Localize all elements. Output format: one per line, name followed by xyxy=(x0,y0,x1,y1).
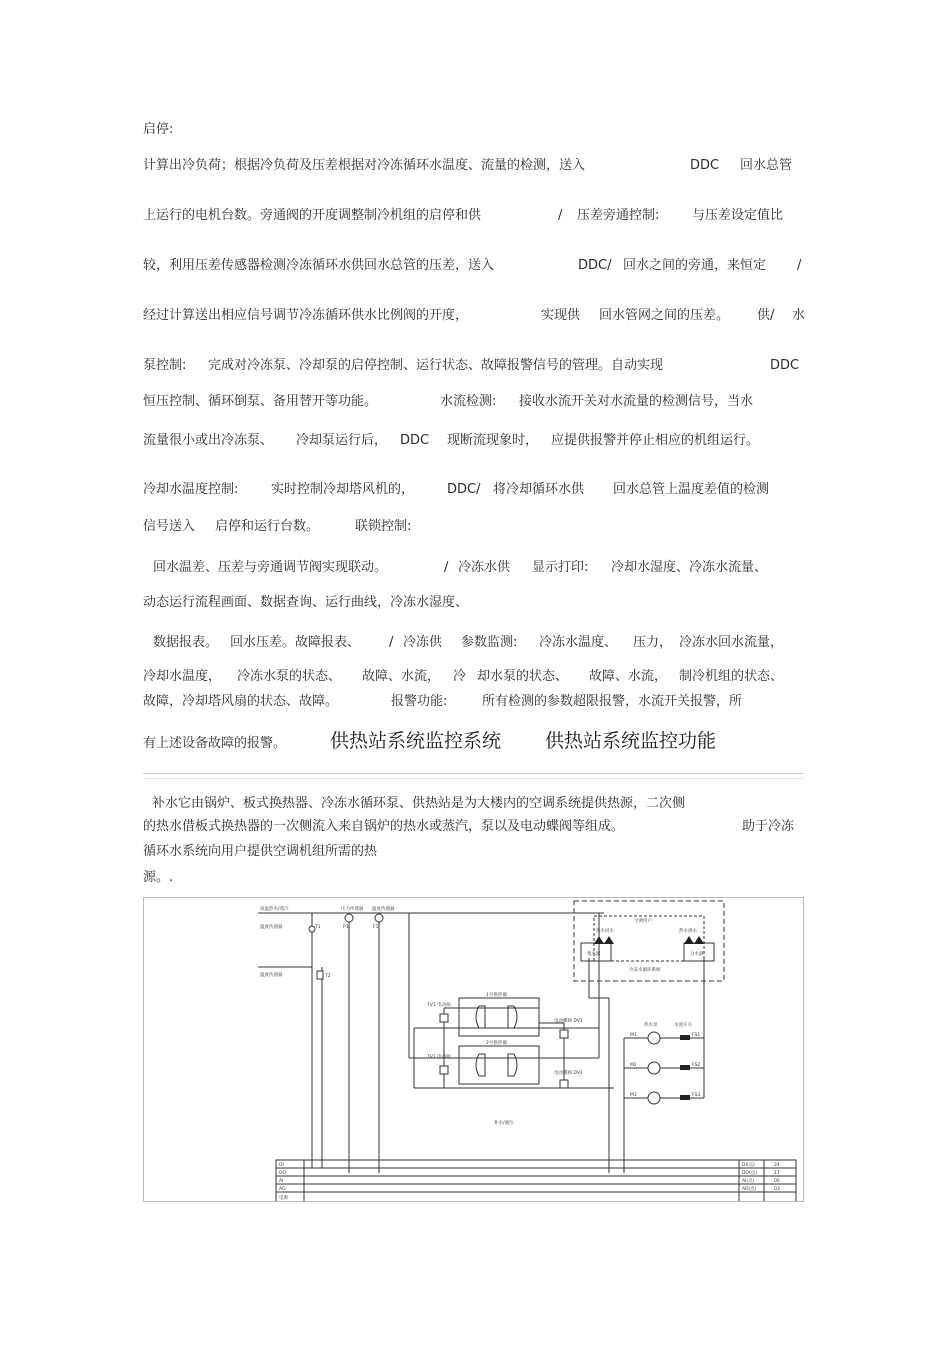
diagram-sensor-tag-2: T2 xyxy=(325,974,331,979)
text-line-6-seg-2: 接收水流开关对水流量的检测信号，当水 xyxy=(519,394,754,409)
diagram-pump-2: M2 xyxy=(630,1063,637,1068)
heating-station-diagram xyxy=(143,897,804,1202)
diagram-user-box: 空调用户 xyxy=(634,919,652,924)
text-line-4-seg-3: 供/ xyxy=(757,308,775,323)
text-line-9-seg-0: 信号送入 xyxy=(143,519,196,534)
text-line-15-seg-0: 有上述设备故障的报警。 xyxy=(143,736,287,751)
diagram-valve-1: TV1 电动阀 xyxy=(427,1003,451,1008)
diagram-bus-right-4-count: 03 xyxy=(774,1187,780,1192)
text-line-12-seg-0: 数据报表。 xyxy=(153,635,219,650)
diagram-exchanger-2: 2号换热器 xyxy=(486,1041,507,1046)
text-line-10-seg-2: 冷冻水供 xyxy=(458,560,511,575)
text-line-9-seg-1: 启停和运行台数。 xyxy=(215,519,320,534)
diagram-bus-row-4: AO xyxy=(279,1187,286,1192)
text-line-2-seg-2: 压差旁通控制: xyxy=(577,208,660,223)
text-line-2-seg-3: 与压差设定值比 xyxy=(692,208,784,223)
diagram-flow-switch-3: FS3 xyxy=(692,1093,701,1098)
text-line-13-seg-3: 冷 xyxy=(453,669,467,684)
text-line-4-seg-1: 实现供 xyxy=(541,308,581,323)
text-line-4-seg-2: 回水管网之间的压差。 xyxy=(599,308,730,323)
diagram-level-tag: 补水/液位 xyxy=(494,1121,514,1126)
text-line-9-seg-2: 联锁控制: xyxy=(355,519,412,534)
diagram-flow-label: 温度传感器 xyxy=(372,907,395,912)
diagram-butterfly-1: 电动蝶阀 DV1 xyxy=(554,1019,583,1024)
diagram-bus-right-1-count: 24 xyxy=(774,1163,780,1168)
text-line-3-seg-3: / xyxy=(797,258,802,273)
diagram-pump-3: M3 xyxy=(630,1093,637,1098)
section-heading-1: 供热站系统监控功能 xyxy=(545,730,717,752)
diagram-bus-row-1: DI xyxy=(279,1163,284,1168)
diagram-exchanger-1: 1号换热器 xyxy=(486,993,507,998)
diagram-sensor-label-1: 温度传感器 xyxy=(260,925,283,930)
diagram-distributor: 分水器 xyxy=(690,952,704,957)
text-line-8-seg-4: 回水总管上温度差值的检测 xyxy=(613,482,770,497)
text-line-10-seg-0: 回水温差、压差与旁通调节阀实现联动。 xyxy=(153,560,388,575)
text-line-7-seg-2: DDC xyxy=(400,433,430,448)
diagram-bus-row-3: AI xyxy=(279,1179,284,1184)
diagram-valve-2: TV2 电动阀 xyxy=(427,1055,451,1060)
text-line-3-seg-0: 较，利用压差传感器检测冷冻循环水供回水总管的压差，送入 xyxy=(143,258,495,273)
text-line-6-seg-0: 恒压控制、循环倒泵、备用替开等功能。 xyxy=(143,394,378,409)
text-line-18-seg-0: 循环水系统向用户提供空调机组所需的热 xyxy=(143,844,378,859)
text-line-12-seg-2: / xyxy=(389,635,394,650)
diagram-bus-right-2: DO(点) xyxy=(742,1171,758,1176)
text-line-7-seg-3: 现断流现象时， xyxy=(447,433,539,448)
diagram-circuit-label: 冷冻水循环系统 xyxy=(629,968,661,973)
diagram-bus-row-5: 电源 xyxy=(279,1196,288,1201)
text-line-8-seg-0: 冷却水温度控制: xyxy=(143,482,239,497)
text-line-17-seg-1: 助于冷冻 xyxy=(742,819,795,834)
diagram-butterfly-2: 电动蝶阀 DV2 xyxy=(554,1071,583,1076)
diagram-inlet-label: 高温热水/蒸汽 xyxy=(260,907,289,912)
text-line-3-seg-1: DDC/ xyxy=(578,258,612,273)
diagram-bus-right-2-count: 17 xyxy=(774,1171,780,1176)
section-divider xyxy=(143,773,804,779)
diagram-pressure-label: 压力传感器 xyxy=(341,907,364,912)
diagram-flow-switch-header: 水流开关 xyxy=(674,1023,692,1028)
text-line-12-seg-6: 压力， xyxy=(633,635,673,650)
diagram-bus-right-3: AI(点) xyxy=(742,1179,755,1184)
text-line-19-seg-0: 源。. xyxy=(143,870,174,885)
text-line-1-seg-1: DDC xyxy=(690,158,720,173)
text-line-13-seg-4: 却水泵的状态、 xyxy=(477,669,569,684)
text-line-13-seg-6: 制冷机组的状态、 xyxy=(679,669,784,684)
section-heading-0: 供热站系统监控系统 xyxy=(330,730,502,752)
text-line-13-seg-2: 故障、水流， xyxy=(362,669,441,684)
text-line-7-seg-4: 应提供报警并停止相应的机组运行。 xyxy=(551,433,760,448)
diagram-sensor-tag-1: T1 xyxy=(315,925,321,930)
diagram-flow-tag: F1 xyxy=(373,925,379,930)
text-line-2-seg-0: 上运行的电机台数。旁通阀的开度调整制冷机组的启停和供 xyxy=(143,208,482,223)
text-line-12-seg-3: 冷冻供 xyxy=(403,635,443,650)
diagram-collector: 集水器 xyxy=(587,952,601,957)
diagram-bus-right-4: AO(点) xyxy=(742,1187,757,1192)
text-line-4-seg-0: 经过计算送出相应信号调节冷冻循环供水比例阀的开度， xyxy=(143,308,469,323)
text-line-12-seg-4: 参数监测: xyxy=(461,635,518,650)
text-line-3-seg-2: 回水之间的旁通，来恒定 xyxy=(623,258,767,273)
text-line-1-seg-0: 计算出冷负荷；根据冷负荷及压差根据对冷冻循环水温度、流量的检测，送入 xyxy=(143,158,586,173)
diagram-bus-row-2: DO xyxy=(279,1171,287,1176)
diagram-svg xyxy=(144,898,804,1202)
text-line-7-seg-0: 流量很小或出冷冻泵、 xyxy=(143,433,274,448)
diagram-pressure-tag: P1 xyxy=(343,925,349,930)
diagram-hot-out: 热水供水 xyxy=(679,929,697,934)
text-line-5-seg-1: 完成对冷冻泵、冷却泵的启停控制、运行状态、故障报警信号的管理。自动实现 xyxy=(208,358,664,373)
text-line-10-seg-3: 显示打印: xyxy=(532,560,589,575)
text-line-0-seg-0: 启停: xyxy=(143,122,174,137)
diagram-pump-header: 热水泵 xyxy=(644,1023,658,1028)
text-line-1-seg-2: 回水总管 xyxy=(740,158,793,173)
text-line-5-seg-0: 泵控制: xyxy=(143,358,187,373)
text-line-6-seg-1: 水流检测: xyxy=(440,394,497,409)
text-line-13-seg-0: 冷却水温度， xyxy=(143,669,222,684)
text-line-4-seg-4: 水 xyxy=(792,308,806,323)
diagram-flow-switch-2: FS2 xyxy=(692,1063,701,1068)
diagram-bus-right-3-count: 06 xyxy=(774,1179,780,1184)
text-line-14-seg-2: 所有检测的参数超限报警，水流开关报警，所 xyxy=(482,694,743,709)
text-line-14-seg-0: 故障，冷却塔风扇的状态、故障。 xyxy=(143,694,339,709)
text-line-12-seg-5: 冷冻水温度、 xyxy=(539,635,618,650)
diagram-sensor-label-2: 温度传感器 xyxy=(260,973,283,978)
text-line-7-seg-1: 冷却泵运行后， xyxy=(296,433,388,448)
text-line-16-seg-0: 补水它由锅炉、板式换热器、冷冻水循环泵、供热站是为大楼内的空调系统提供热源，二次侧 xyxy=(152,796,686,811)
text-line-10-seg-1: / xyxy=(444,560,449,575)
text-line-17-seg-0: 的热水借板式换热器的一次侧流入来自锅炉的热水或蒸汽，泵以及电动蝶阀等组成。 xyxy=(143,819,625,834)
text-line-13-seg-5: 故障、水流， xyxy=(589,669,668,684)
diagram-bus-right-1: DI(点) xyxy=(742,1163,755,1168)
text-line-13-seg-1: 冷冻水泵的状态、 xyxy=(237,669,342,684)
text-line-10-seg-4: 冷却水湿度、冷冻水流量、 xyxy=(611,560,768,575)
text-line-2-seg-1: / xyxy=(558,208,563,223)
diagram-hot-in: 热水回水 xyxy=(596,929,614,934)
text-line-8-seg-1: 实时控制冷却塔风机的， xyxy=(271,482,415,497)
text-line-11-seg-0: 动态运行流程画面、数据查询、运行曲线，冷冻水湿度、 xyxy=(143,595,469,610)
text-line-8-seg-2: DDC/ xyxy=(447,482,481,497)
diagram-flow-switch-1: FS1 xyxy=(692,1033,701,1038)
text-line-8-seg-3: 将冷却循环水供 xyxy=(493,482,585,497)
text-line-12-seg-7: 冷冻水回水流量， xyxy=(679,635,784,650)
text-line-5-seg-2: DDC xyxy=(770,358,800,373)
diagram-pump-1: M1 xyxy=(630,1033,637,1038)
text-line-12-seg-1: 回水压差。故障报表、 xyxy=(230,635,361,650)
text-line-14-seg-1: 报警功能: xyxy=(391,694,448,709)
